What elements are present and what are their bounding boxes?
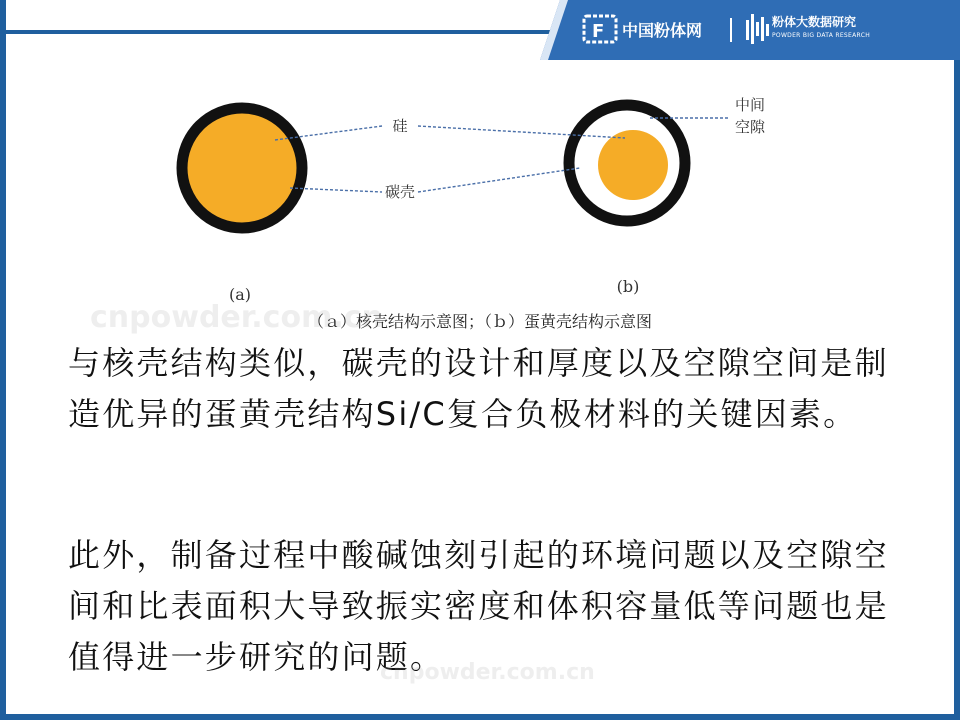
banner-separator [730, 18, 732, 42]
yolk-core [598, 130, 668, 200]
brand-name: 粉体大数据研究 [772, 15, 857, 29]
label-b: (b) [616, 277, 640, 296]
brand-subtitle: POWDER BIG DATA RESEARCH [772, 32, 871, 39]
paragraph-1: 与核壳结构类似，碳壳的设计和厚度以及空隙空间是制造优异的蛋黄壳结构Si/C复合负极材料的关键因素。 [68, 344, 889, 433]
paragraph-2: 此外，制备过程中酸碱蚀刻引起的环境问题以及空隙空间和比表面积大导致振实密度和体积容量低等问题也是值得进一步研究的问题。 [68, 536, 889, 676]
label-silicon: 硅 [392, 117, 408, 135]
watermark-1: cnpowder.com.cn [90, 300, 383, 335]
header-banner [540, 0, 960, 60]
figure-caption: （ａ）核壳结构示意图；（ｂ）蛋黄壳结构示意图 [307, 312, 652, 331]
label-a: (a) [228, 285, 252, 304]
label-void: 中间 空隙 [735, 96, 766, 136]
label-carbon-shell: 碳壳 [384, 183, 416, 201]
logo-name: 中国粉体网 [622, 21, 703, 40]
watermark-2: cnpowder.com.cn [380, 660, 595, 685]
structure-diagram [150, 70, 810, 310]
svg-text:F: F [592, 21, 605, 42]
leader-carbon-b [418, 168, 580, 192]
core-shell-particle [182, 108, 302, 228]
banner-background [540, 0, 960, 60]
